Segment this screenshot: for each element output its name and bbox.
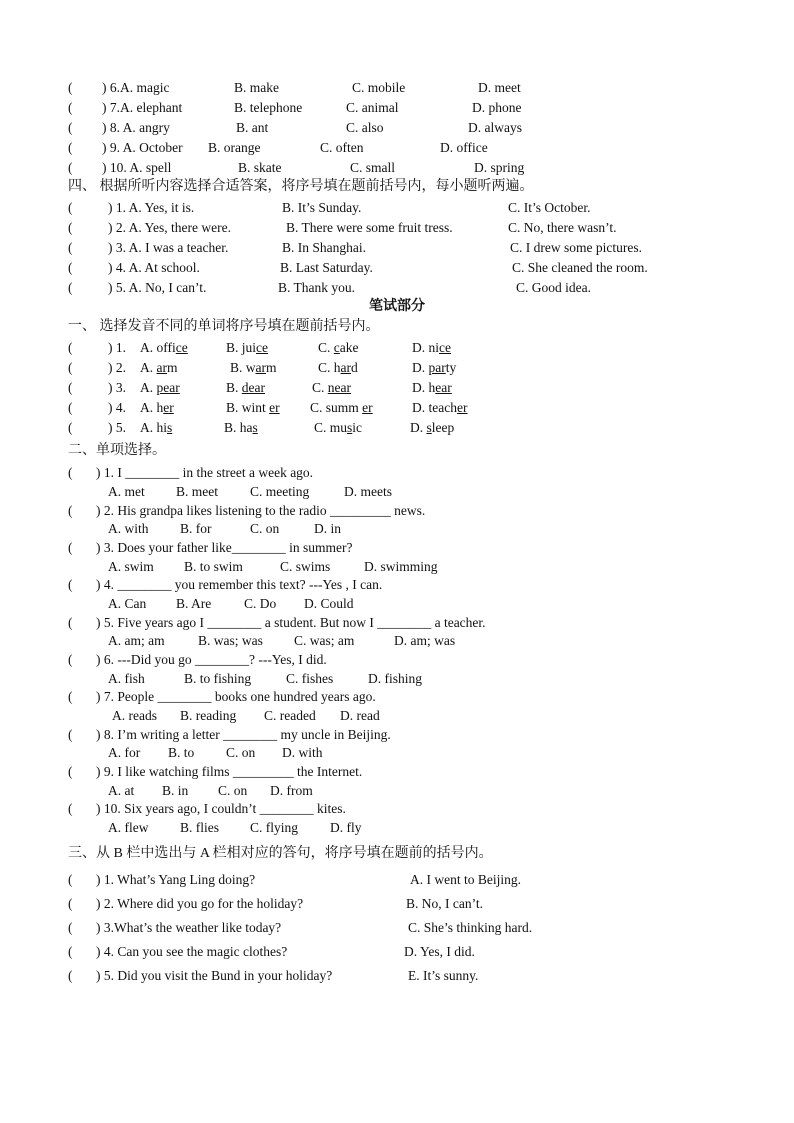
option-c: C. music (314, 420, 363, 435)
option-d: D. nice (412, 340, 451, 355)
option-a: A. office (140, 340, 188, 355)
option-d: D. party (412, 360, 457, 375)
option-c: C. near (312, 380, 351, 395)
option-a: A. his (140, 420, 173, 435)
section-4-title: 四、 根据所听内容选择合适答案，将序号填在题前括号内，每小题听两遍。 (68, 179, 534, 194)
option-b: B. warm (230, 360, 277, 375)
option-b: B. juice (226, 340, 268, 355)
option-b: B. has (224, 420, 258, 435)
option-a: A. her (140, 400, 174, 415)
option-d: D. teacher (412, 400, 468, 415)
choice-title: 二、单项选择。 (68, 443, 166, 458)
option-a: A. pear (140, 380, 180, 395)
written-part-title: 笔试部分 (369, 299, 425, 314)
matching-title: 三、从 B 栏中选出与 A 栏相对应的答句，将序号填在题前的括号内。 (68, 846, 493, 861)
phonics-title: 一、 选择发音不同的单词将序号填在题前括号内。 (68, 319, 380, 334)
option-b: B. dear (226, 380, 265, 395)
option-c: C. cake (318, 340, 359, 355)
option-d: D. hear (412, 380, 452, 395)
option-c: C. summ er (310, 400, 373, 415)
option-c: C. hard (318, 360, 358, 375)
option-a: A. arm (140, 360, 178, 375)
option-b: B. wint er (226, 400, 280, 415)
option-d: D. sleep (410, 420, 455, 435)
